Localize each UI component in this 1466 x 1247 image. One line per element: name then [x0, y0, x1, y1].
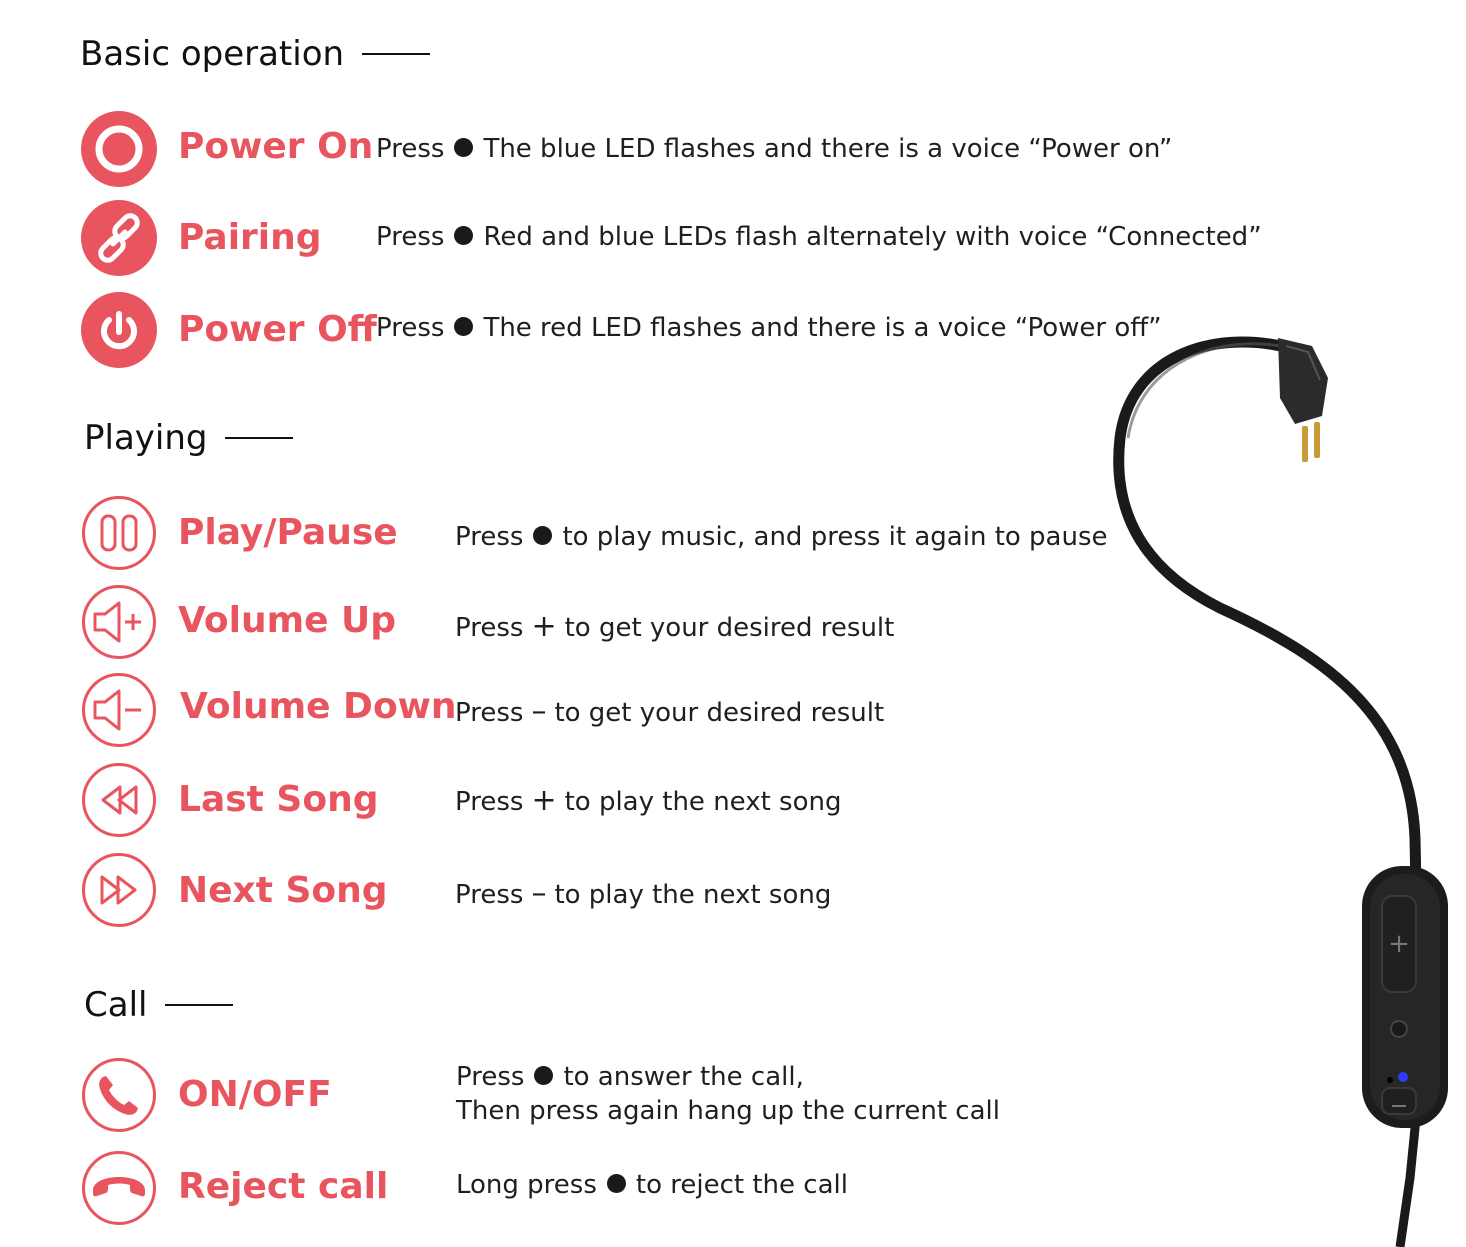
section-divider — [225, 437, 293, 439]
desc-text: to play the next song — [564, 787, 842, 817]
desc-text: Red and blue LEDs flash alternately with voice “Connected” — [483, 222, 1262, 252]
center-button-icon — [454, 317, 473, 336]
remote-control — [1362, 866, 1448, 1128]
press-text: Press — [376, 222, 445, 252]
desc-play-pause — [455, 522, 1108, 552]
center-button-icon — [533, 526, 552, 545]
desc-text: to reject the call — [635, 1170, 848, 1200]
link-icon — [81, 200, 157, 276]
center-button-icon — [454, 226, 473, 245]
desc-reject-call — [456, 1170, 848, 1200]
minus-button-label: – — [531, 694, 547, 729]
plus-button-label: + — [531, 609, 557, 644]
hang-up-icon — [81, 1150, 157, 1226]
minus-button-label: – — [531, 876, 547, 911]
section-title-text: Basic operation — [80, 34, 345, 74]
press-text: Long press — [456, 1170, 597, 1200]
power-icon — [81, 292, 157, 368]
desc-last-song — [455, 783, 842, 818]
fast-forward-icon — [81, 852, 157, 928]
section-title-text: Call — [84, 985, 148, 1025]
desc-text: to get your desired result — [554, 698, 885, 728]
desc-call-on-off — [456, 1060, 1000, 1128]
desc-power-on — [376, 134, 1172, 164]
volume-down-key — [1382, 1088, 1416, 1114]
label-volume-up: Volume Up — [178, 600, 397, 641]
center-button-icon — [454, 138, 473, 157]
label-pairing: Pairing — [178, 217, 322, 258]
section-title-call — [84, 985, 233, 1025]
press-text: Press — [376, 134, 445, 164]
press-text: Press — [455, 787, 524, 817]
label-play-pause: Play/Pause — [178, 512, 398, 553]
rewind-icon — [81, 762, 157, 838]
volume-up-icon — [81, 584, 157, 660]
desc-power-off — [376, 313, 1162, 343]
desc-text: to play music, and press it again to pause — [562, 522, 1108, 552]
section-divider — [362, 53, 430, 55]
label-volume-down: Volume Down — [180, 686, 457, 727]
center-button-icon — [607, 1174, 626, 1193]
desc-text: to answer the call, — [563, 1062, 804, 1092]
desc-line-1 — [456, 1060, 1000, 1094]
label-call-on-off: ON/OFF — [178, 1074, 332, 1115]
desc-text: to play the next song — [554, 880, 832, 910]
label-power-on: Power On — [178, 126, 374, 167]
center-button-icon — [534, 1066, 553, 1085]
ring-icon — [81, 111, 157, 187]
center-key — [1391, 1021, 1407, 1037]
label-next-song: Next Song — [178, 870, 388, 911]
label-power-off: Power Off — [178, 309, 377, 350]
section-title-playing — [84, 418, 293, 458]
press-text: Press — [376, 313, 445, 343]
desc-text: to get your desired result — [564, 613, 895, 643]
press-text: Press — [456, 1062, 525, 1092]
press-text: Press — [455, 613, 524, 643]
press-text: Press — [455, 880, 524, 910]
connector-plug — [1278, 338, 1328, 462]
desc-volume-up — [455, 609, 894, 644]
label-reject-call: Reject call — [178, 1166, 389, 1207]
pause-icon — [81, 495, 157, 571]
svg-text:+: + — [1388, 929, 1410, 959]
phone-icon — [81, 1057, 157, 1133]
section-title-basic-operation — [80, 34, 430, 74]
desc-line-2: Then press again hang up the current call — [456, 1096, 1000, 1126]
earphone-cable-image — [1090, 318, 1466, 1247]
press-text: Press — [455, 698, 524, 728]
desc-text: The blue LED flashes and there is a voice “Power on” — [483, 134, 1173, 164]
led-indicator — [1398, 1072, 1408, 1082]
desc-text: The red LED flashes and there is a voice “Power off” — [483, 313, 1162, 343]
label-last-song: Last Song — [178, 779, 379, 820]
desc-next-song — [455, 876, 831, 911]
plus-button-label: + — [531, 783, 557, 818]
section-title-text: Playing — [84, 418, 208, 458]
volume-down-icon — [81, 672, 157, 748]
section-divider — [165, 1004, 233, 1006]
press-text: Press — [455, 522, 524, 552]
desc-volume-down — [455, 694, 884, 729]
desc-pairing — [376, 222, 1262, 252]
